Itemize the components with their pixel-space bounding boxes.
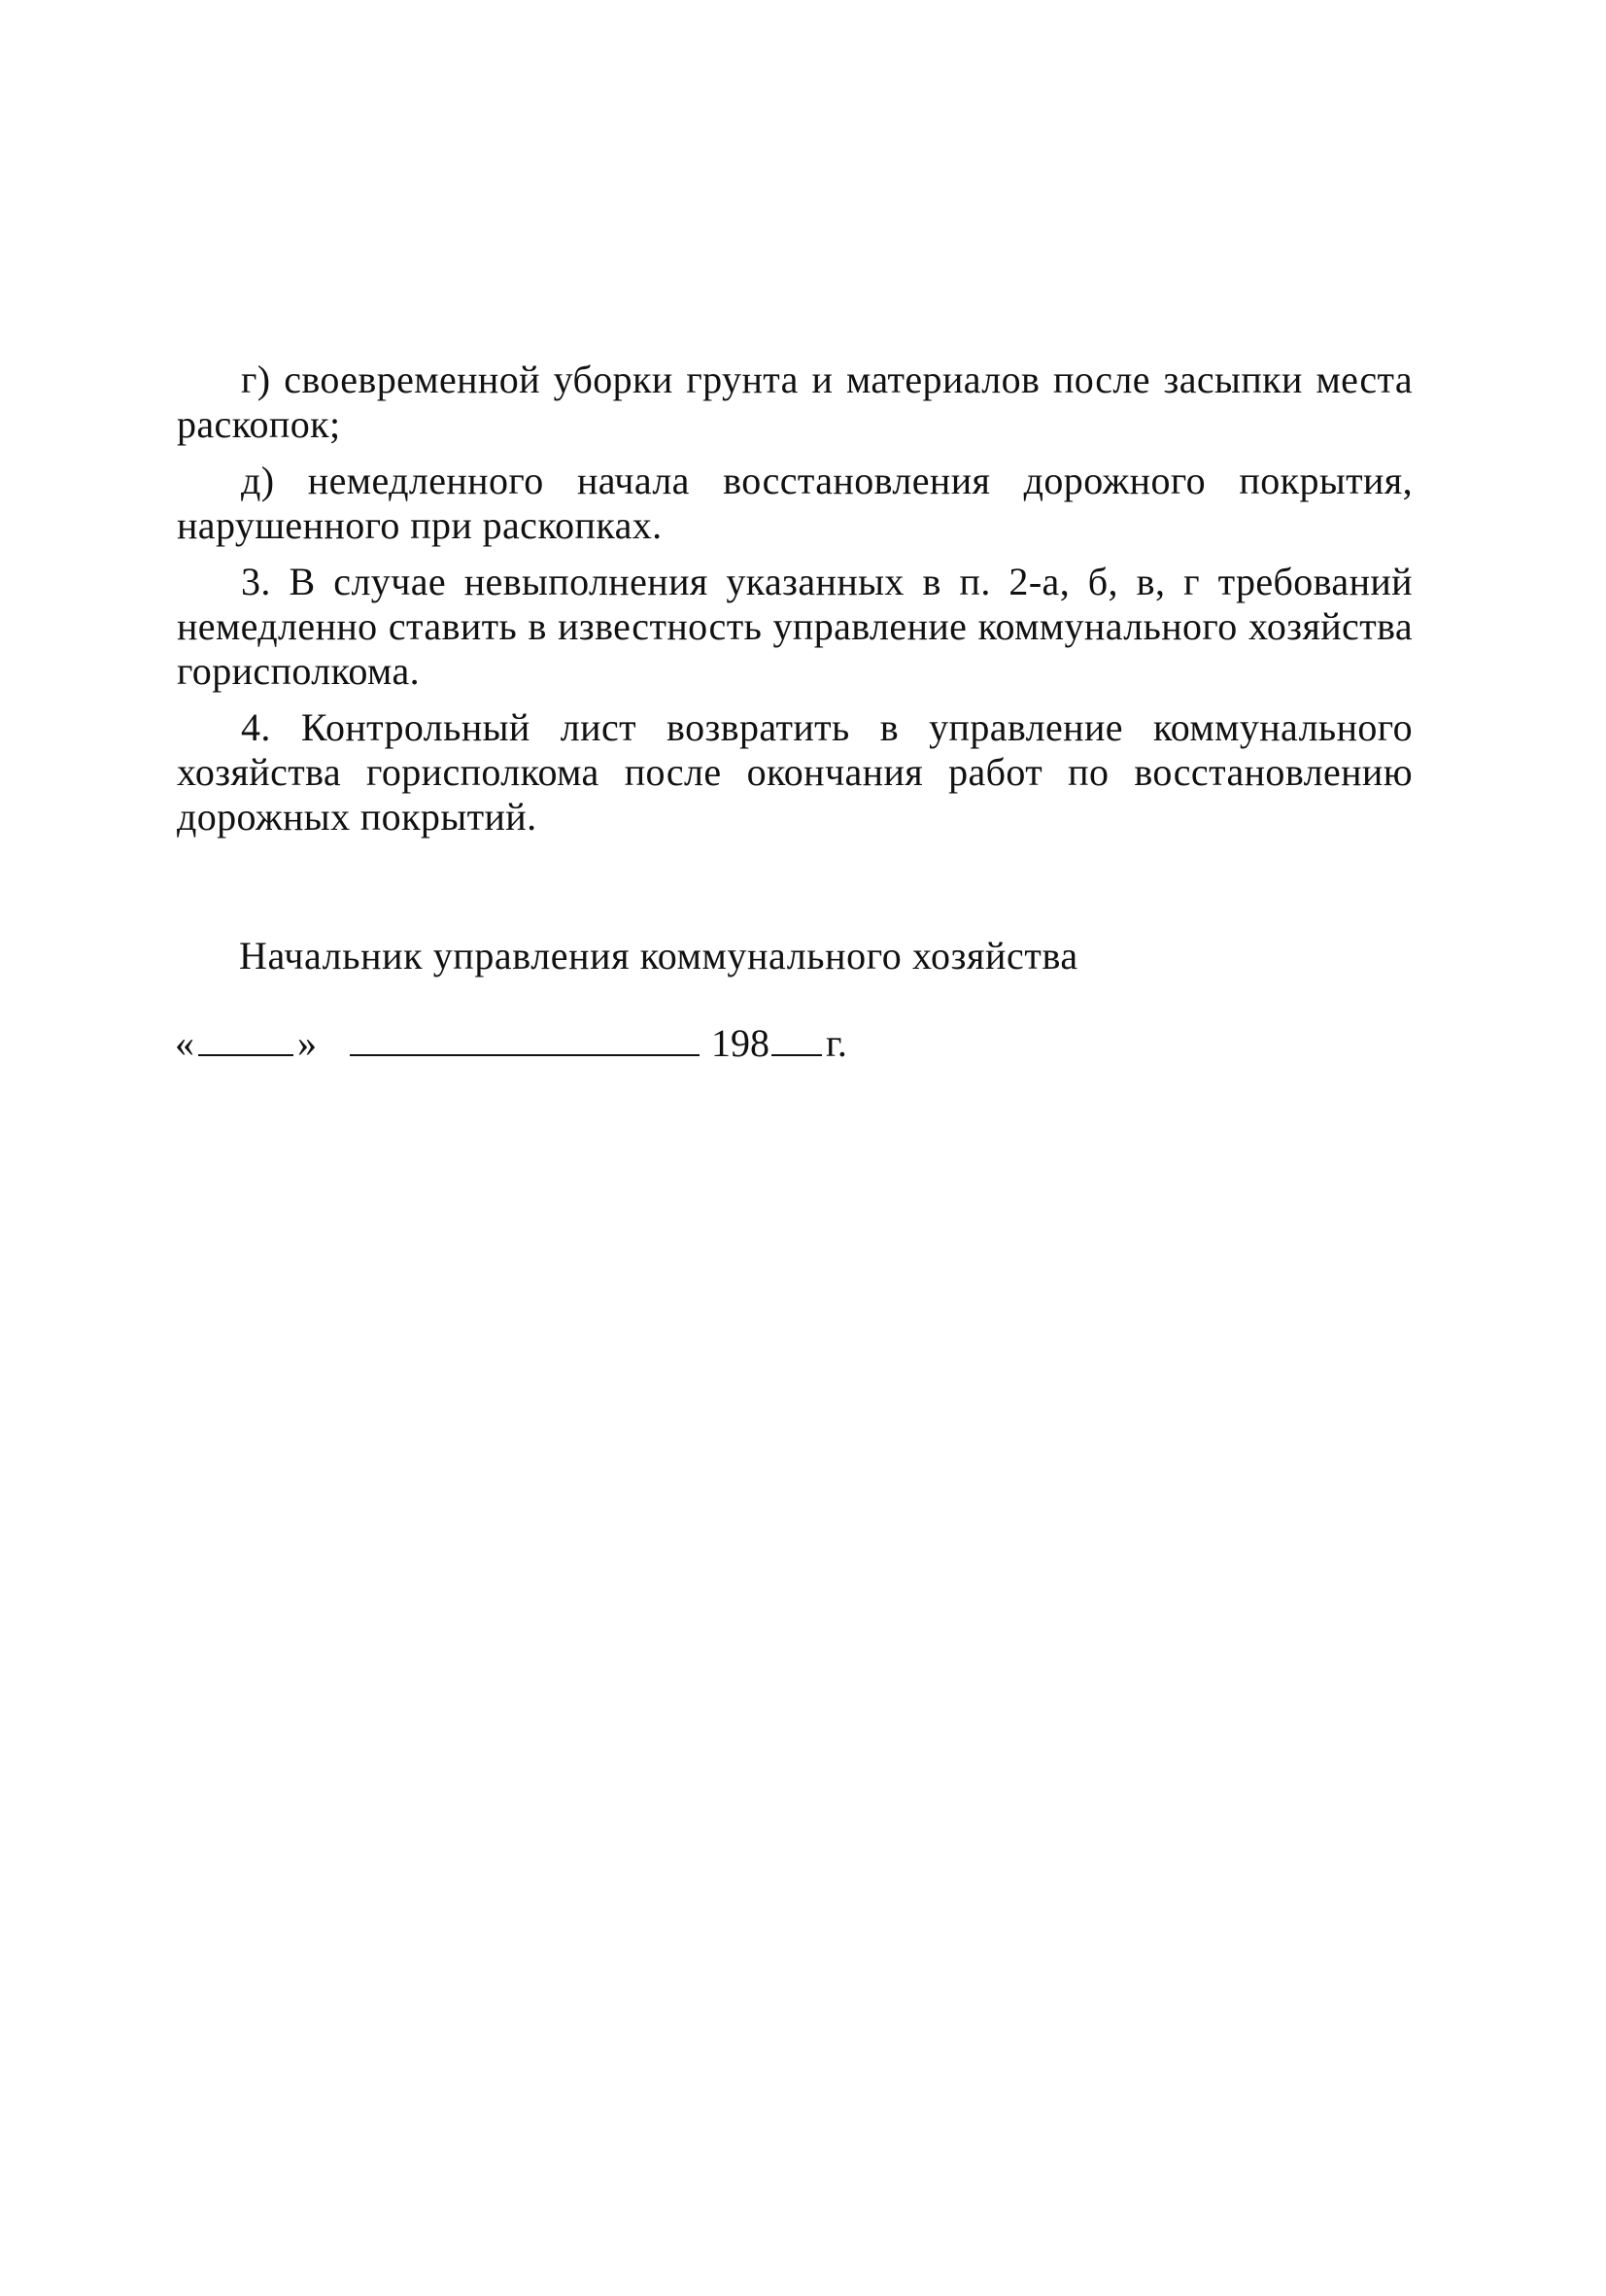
month-blank	[350, 1053, 700, 1056]
year-suffix: г.	[826, 1021, 847, 1065]
open-quote: «	[175, 1021, 194, 1065]
paragraph-d: д) немедленного начала восстановления дорожного покрытия, нарушенного при раскопках.	[177, 459, 1413, 547]
paragraph-g: г) своевременной уборки грунта и материалов после засыпки места раскопок;	[177, 358, 1413, 446]
year-blank	[771, 1053, 822, 1056]
document-body	[177, 358, 1413, 851]
date-line	[175, 1020, 847, 1066]
paragraph-3: 3. В случае невыполнения указанных в п. 2-а, б, в, г требований немедленно ставить в известность управление коммунального хозяйства горисполкома.	[177, 560, 1413, 693]
signature-title: Начальник управления коммунального хозяйства	[239, 934, 1078, 977]
year-prefix: 198	[711, 1021, 769, 1065]
close-quote: »	[297, 1021, 317, 1065]
day-blank	[198, 1053, 293, 1056]
paragraph-4: 4. Контрольный лист возвратить в управление коммунального хозяйства горисполкома после окончания работ по восстановлению дорожных покрытий.	[177, 705, 1413, 839]
